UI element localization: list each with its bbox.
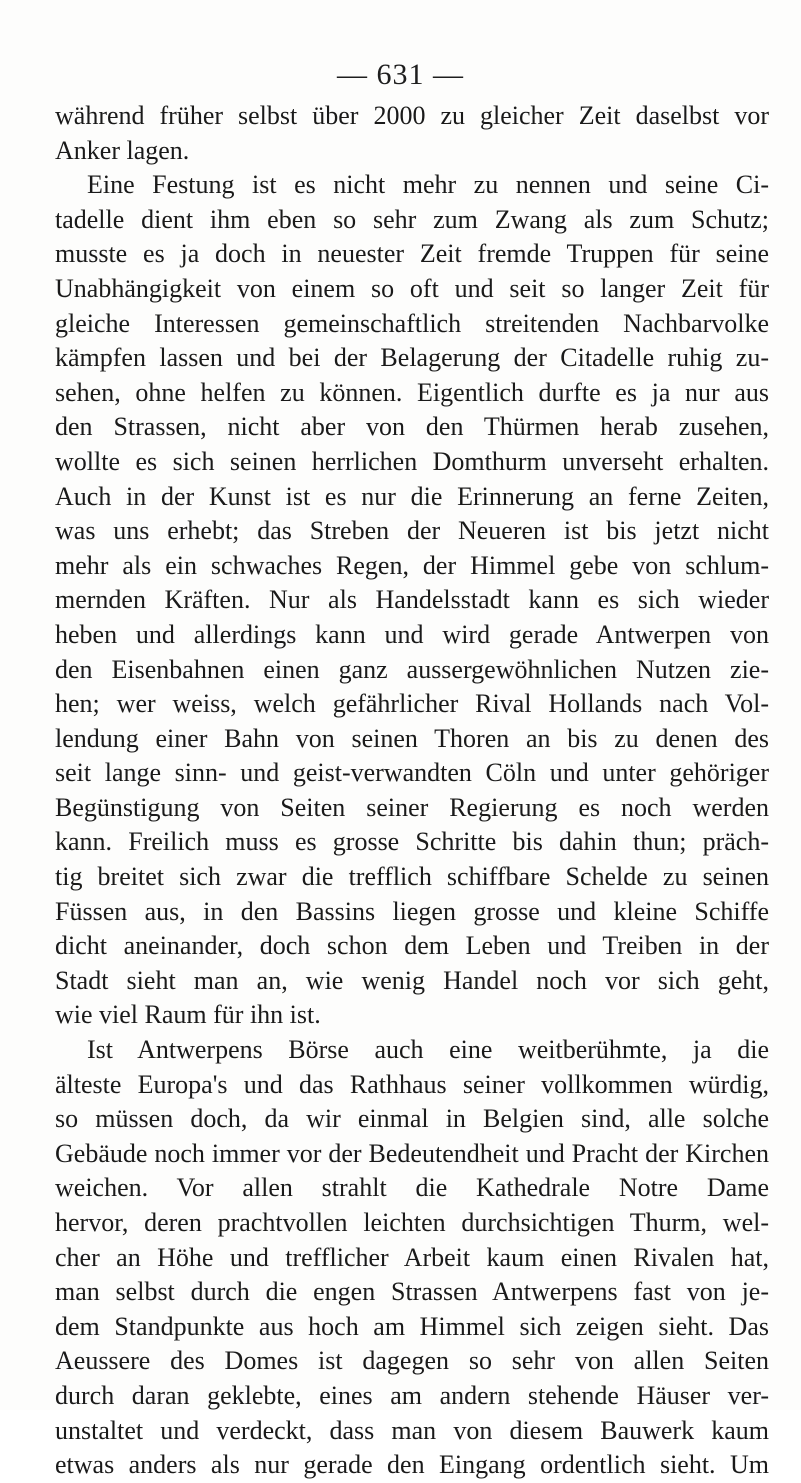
text-line: lendung einer Bahn von seinen Thoren an bis zu denen des [55, 723, 769, 753]
text-line: mernden Kräften. Nur als Handelsstadt kann es sich wieder [55, 585, 769, 615]
body-text [55, 99, 769, 1483]
text-line: den Strassen, nicht aber von den Thürmen herab zusehen, [55, 412, 769, 442]
text-line: tig breitet sich zwar die trefflich schiffbare Schelde zu seinen [55, 862, 769, 892]
text-line: Anker lagen. [55, 135, 190, 165]
text-line: hen; wer weiss, welch gefährlicher Rival Hollands nach Vol- [55, 689, 769, 719]
text-line: wollte es sich seinen herrlichen Domthurm unverseht erhalten. [55, 446, 769, 476]
text-line: dicht aneinander, doch schon dem Leben und Treiben in der [55, 931, 769, 961]
text-line: kann. Freilich muss es grosse Schritte bis dahin thun; präch- [55, 827, 769, 857]
page-number: — 631 — [337, 58, 464, 91]
text-line: Aeussere des Domes ist dagegen so sehr von allen Seiten [55, 1346, 769, 1376]
text-line: während früher selbst über 2000 zu gleicher Zeit daselbst vor [55, 101, 769, 130]
text-line: man selbst durch die engen Strassen Antwerpens fast von je- [55, 1277, 769, 1307]
text-line: kämpfen lassen und bei der Belagerung der Citadelle ruhig zu- [55, 343, 769, 373]
text-line: gleiche Interessen gemeinschaftlich streitenden Nachbarvolke [55, 308, 769, 338]
paragraph [55, 168, 769, 1033]
text-line: hervor, deren prachtvollen leichten durchsichtigen Thurm, wel- [55, 1208, 769, 1237]
text-line: dem Standpunkte aus hoch am Himmel sich zeigen sieht. Das [55, 1311, 769, 1341]
text-line: den Eisenbahnen einen ganz aussergewöhnlichen Nutzen zie- [55, 654, 769, 684]
text-line: so müssen doch, da wir einmal in Belgien sind, alle solche [55, 1104, 769, 1134]
text-line: Begünstigung von Seiten seiner Regierung es noch werden [55, 792, 769, 822]
text-line: musste es ja doch in neuester Zeit fremde Truppen für seine [55, 239, 769, 269]
text-line: Stadt sieht man an, wie wenig Handel noch vor sich geht, [55, 965, 769, 995]
text-line: Eine Festung ist es nicht mehr zu nennen und seine Ci- [87, 170, 769, 200]
text-line: Gebäude noch immer vor der Bedeutendheit und Pracht der Kirchen [55, 1138, 769, 1168]
text-line: älteste Europa's und das Rathhaus seiner vollkommen würdig, [55, 1069, 769, 1099]
text-line: Ist Antwerpens Börse auch eine weitberühmte, ja die [87, 1035, 769, 1065]
text-line: mehr als ein schwaches Regen, der Himmel gebe von schlum- [55, 550, 769, 580]
text-line: tadelle dient ihm eben so sehr zum Zwang als zum Schutz; [55, 204, 769, 234]
text-line: etwas anders als nur gerade den Eingang ordentlich sieht. Um [55, 1450, 769, 1480]
paragraph [55, 99, 769, 168]
text-line: cher an Höhe und trefflicher Arbeit kaum einen Rivalen hat, [55, 1242, 769, 1272]
text-line: unstaltet und verdeckt, dass man von diesem Bauwerk kaum [55, 1415, 769, 1445]
text-line: durch daran geklebte, eines am andern stehende Häuser ver- [55, 1380, 769, 1410]
text-line: Auch in der Kunst ist es nur die Erinnerung an ferne Zeiten, [55, 481, 769, 511]
text-line: seit lange sinn- und geist-verwandten Cöln und unter gehöriger [55, 758, 769, 788]
text-line: was uns erhebt; das Streben der Neueren ist bis jetzt nicht [55, 516, 769, 546]
text-line: weichen. Vor allen strahlt die Kathedrale Notre Dame [55, 1173, 769, 1203]
text-line: sehen, ohne helfen zu können. Eigentlich durfte es ja nur aus [55, 377, 769, 407]
text-line: Unabhängigkeit von einem so oft und seit so langer Zeit für [55, 273, 769, 303]
paragraph [55, 1033, 769, 1483]
text-line: heben und allerdings kann und wird gerade Antwerpen von [55, 619, 769, 649]
text-line: Füssen aus, in den Bassins liegen grosse und kleine Schiffe [55, 896, 769, 926]
text-line: wie viel Raum für ihn ist. [55, 1000, 321, 1030]
